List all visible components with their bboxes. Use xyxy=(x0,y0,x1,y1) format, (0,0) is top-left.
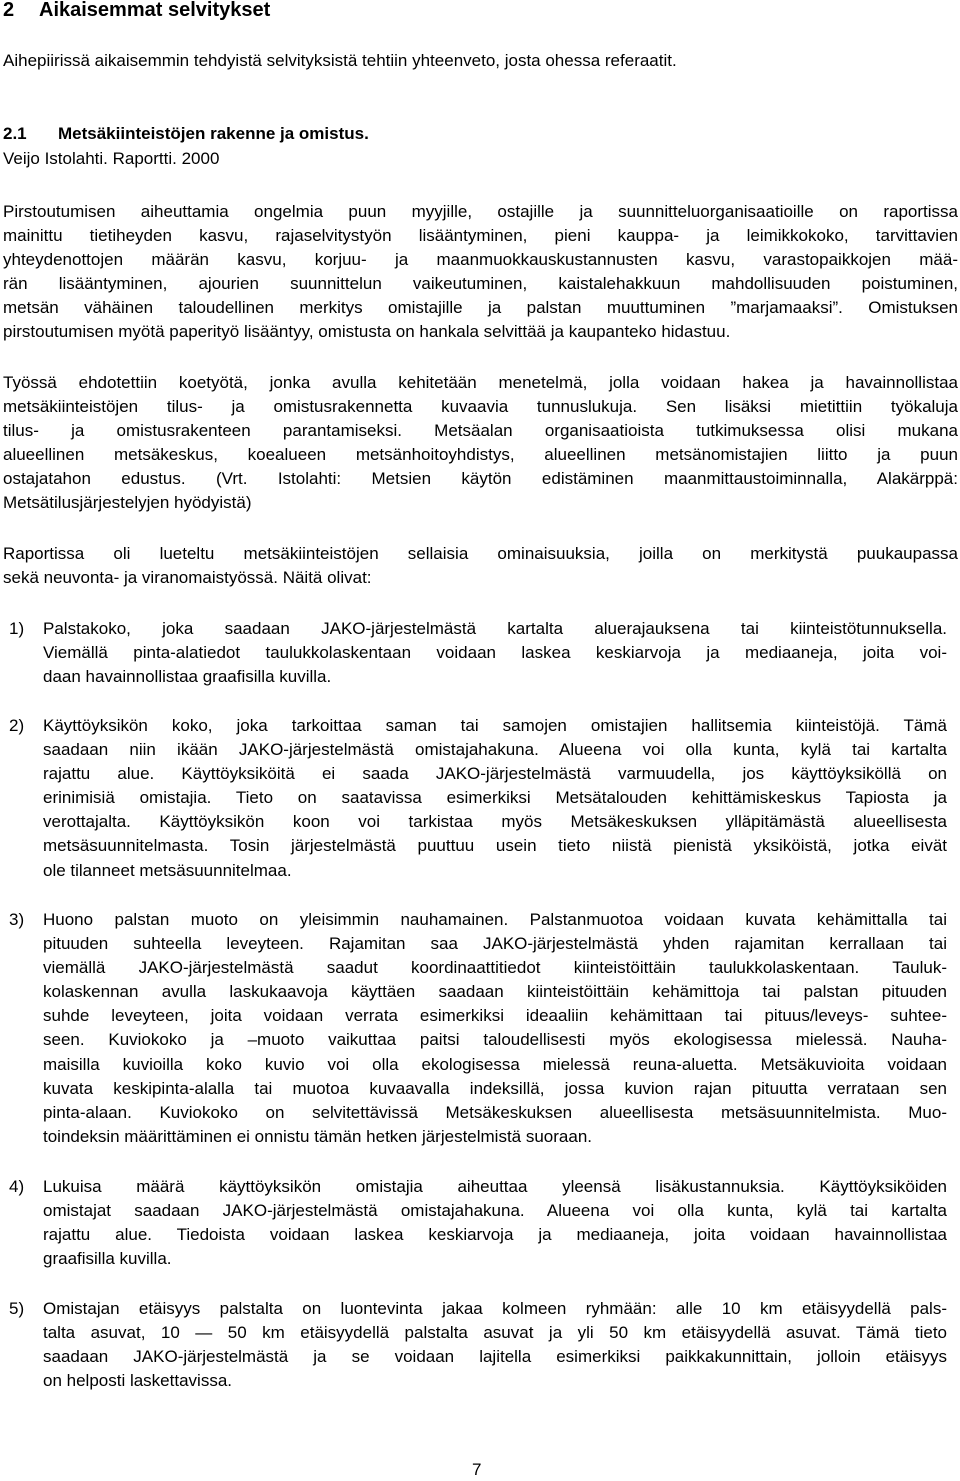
text-line: Metsätilusjärjestelyjen hyödyistä) xyxy=(3,493,252,513)
text-line: saadaan niin ikään JAKO-järjestelmästä omistajahakuna. Alueena voi olla kunta, kylä tai kartalta xyxy=(43,740,947,760)
list-item xyxy=(3,1175,958,1271)
text-line: pituuden suhteella leveyteen. Rajamitan saa JAKO-järjestelmästä yhden rajamitan kerrallaan tai xyxy=(43,934,947,954)
paragraph xyxy=(3,200,958,345)
text-line: Viemällä pinta-alatiedot taulukkolaskentaan voidaan laskea keskiarvoja ja mediaaneja, joita voi- xyxy=(43,643,947,663)
text-line: tilus- ja omistusrakenteen parantamiseksi. Metsäalan organisaatioista tutkimuksessa olisi mukana xyxy=(3,421,958,441)
text-line: erinimisiä omistajia. Tieto on saatavissa esimerkiksi Metsätalouden kehittämiskeskus Tapiosta ja xyxy=(43,788,947,808)
paragraph xyxy=(3,542,958,590)
intro-paragraph xyxy=(3,49,958,73)
text-line: maisilla kuvioilla koko kuvio voi olla ekologisessa mielessä reuna-aluetta. Metsäkuvioita voidaan xyxy=(43,1054,947,1074)
paragraph xyxy=(3,371,958,516)
text-line: rajattu alue. Tiedoista voidaan laskea keskiarvoja ja mediaaneja, joita voidaan havainnollistaa xyxy=(43,1225,947,1245)
source-line xyxy=(3,147,958,171)
text-line: rän lisääntyminen, ajourien suunnittelun vaikeutuminen, kaistalehakkuun mahdollisuuden poistuminen, xyxy=(3,274,958,294)
text-line: Lukuisa määrä käyttöyksikön omistajia aiheuttaa yleensä lisäkustannuksia. Käyttöyksiköiden xyxy=(43,1177,947,1196)
list-marker: 5) xyxy=(9,1299,25,1318)
text-line: verottajalta. Käyttöyksikön koon voi tarkistaa myös Metsäkeskuksen ylläpitämästä alueellisesta xyxy=(43,812,947,832)
text-line: alueellinen metsäkeskus, koealueen metsänhoitoyhdistys, alueellinen metsänomistajien liitto ja puun xyxy=(3,445,958,465)
text-line: mainittu tietiheyden kasvu, rajaselvitystyön lisääntyminen, pieni kauppa- ja leimikkokoko, tarvittavien xyxy=(3,226,958,246)
text-line: on helposti laskettavissa. xyxy=(43,1371,232,1391)
section-number: 2 xyxy=(3,0,15,21)
text-line: kuvata keskipinta-alalla tai muotoa kuvaavalla indeksillä, jossa kuvion rajan pituutta verrataan sen xyxy=(43,1078,947,1098)
list-marker: 2) xyxy=(9,716,25,735)
text-line: yhteydenottojen määrän kasvu, korjuu- ja maanmuokkauskustannusten kasvu, varastopaikkojen mää- xyxy=(3,250,958,270)
subsection-title: Metsäkiinteistöjen rakenne ja omistus. xyxy=(58,124,369,143)
text-line: pirstoutumisen myötä paperityö lisääntyy, omistusta on hankala selvittää ja kaupanteko hidastuu. xyxy=(3,322,731,342)
text-line: Palstakoko, joka saadaan JAKO-järjestelmästä kartalta aluerajauksena tai kiinteistötunnuksella. xyxy=(43,619,947,638)
text-line: metsäkiinteistöjen tilus- ja omistusrakennetta kuvaavia tunnuslukuja. Sen lisäksi mietittiin työkaluja xyxy=(3,397,958,417)
text-line: Käyttöyksikön koko, joka tarkoittaa saman tai samojen omistajien hallitsemia kiinteistöjä. Tämä xyxy=(43,716,947,735)
text-line: omistajat saadaan JAKO-järjestelmästä omistajahakuna. Alueena voi olla kunta, kylä tai kartalta xyxy=(43,1201,947,1221)
text-line: seen. Kuviokoko ja –muoto vaikuttaa paitsi taloudellisesti myös ekologisessa mielessä. Nauha- xyxy=(43,1030,947,1050)
list-item xyxy=(3,617,958,689)
list-marker: 3) xyxy=(9,910,25,929)
list-item xyxy=(3,1297,958,1393)
text-line: kolaskennan avulla laskukaavoja käyttäen saadaan kiinteistöittäin kehämittoja tai palstan pituuden xyxy=(43,982,947,1002)
text-line: Aihepiirissä aikaisemmin tehdyistä selvityksistä tehtiin yhteenveto, josta ohessa referaatit. xyxy=(3,51,677,70)
list-item xyxy=(3,908,958,1149)
text-line: Raportissa oli lueteltu metsäkiinteistöjen sellaisia ominaisuuksia, joilla on merkitystä puukaupassa xyxy=(3,544,958,563)
section-title: Aikaisemmat selvitykset xyxy=(39,0,271,21)
text-line: toindeksin määrittäminen ei onnistu tämän hetken järjestelmistä suoraan. xyxy=(43,1126,593,1146)
text-line: sekä neuvonta- ja viranomaistyössä. Näitä olivat: xyxy=(3,568,372,588)
page-number: 7 xyxy=(472,1460,482,1479)
text-line: pinta-alaan. Kuviokoko on selvitettävissä Metsäkeskuksen alueellisesta metsäsuunnitelmista. Muo- xyxy=(43,1102,947,1122)
text-line: saadaan JAKO-järjestelmästä ja se voidaan lajitella esimerkiksi paikkakunnittain, jolloin etäisyys xyxy=(43,1347,947,1367)
text-line: talta asuvat, 10 — 50 km etäisyydellä palstalta asuvat ja yli 50 km etäisyydellä asuvat. Tämä tieto xyxy=(43,1323,947,1343)
list-marker: 1) xyxy=(9,619,25,638)
subsection-number: 2.1 xyxy=(3,124,27,143)
text-line: Pirstoutumisen aiheuttamia ongelmia puun myyjille, ostajille ja suunnitteluorganisaatioille on raportissa xyxy=(3,202,958,221)
text-line: metsän vähäinen taloudellinen merkitys omistajille ja palstan muuttuminen ”marjamaaksi”. Omistuksen xyxy=(3,298,958,318)
text-line: Veijo Istolahti. Raportti. 2000 xyxy=(3,149,220,168)
text-line: ole tilanneet metsäsuunnitelmaa. xyxy=(43,860,292,880)
text-line: daan havainnollistaa graafisilla kuvilla. xyxy=(43,667,332,687)
text-line: rajattu alue. Käyttöyksiköitä ei saada JAKO-järjestelmästä varmuudella, jos käyttöyksiköllä on xyxy=(43,764,947,784)
text-line: viemällä JAKO-järjestelmästä saadut koordinaattitiedot kiinteistöittäin taulukkolaskentaan. Tauluk- xyxy=(43,958,947,978)
text-line: Huono palstan muoto on yleisimmin nauhamainen. Palstanmuotoa voidaan kuvata kehämittalla tai xyxy=(43,910,947,929)
section-heading xyxy=(3,0,270,24)
text-line: Työssä ehdotettiin koetyötä, jonka avulla kehitetään menetelmä, jolla voidaan hakea ja havainnollistaa xyxy=(3,373,958,392)
list-item xyxy=(3,714,958,883)
list-marker: 4) xyxy=(9,1177,25,1196)
text-line: Omistajan etäisyys palstalta on luontevinta jakaa kolmeen ryhmään: alle 10 km etäisyydellä pals- xyxy=(43,1299,947,1318)
text-line: metsäsuunnitelmasta. Tosin järjestelmästä puuttuu usein tieto niistä pienistä yksiköistä, jotka eivät xyxy=(43,836,947,856)
subsection-heading xyxy=(3,122,369,146)
text-line: suhde leveyteen, joita voidaan verrata esimerkiksi ideaaliin kehämittaan tai pituus/leveys- suhtee- xyxy=(43,1006,947,1026)
text-line: graafisilla kuvilla. xyxy=(43,1249,172,1269)
text-line: ostajatahon edustus. (Vrt. Istolahti: Metsien käytön edistäminen maanmittaustoiminnalla, Alakärppä: xyxy=(3,469,958,489)
